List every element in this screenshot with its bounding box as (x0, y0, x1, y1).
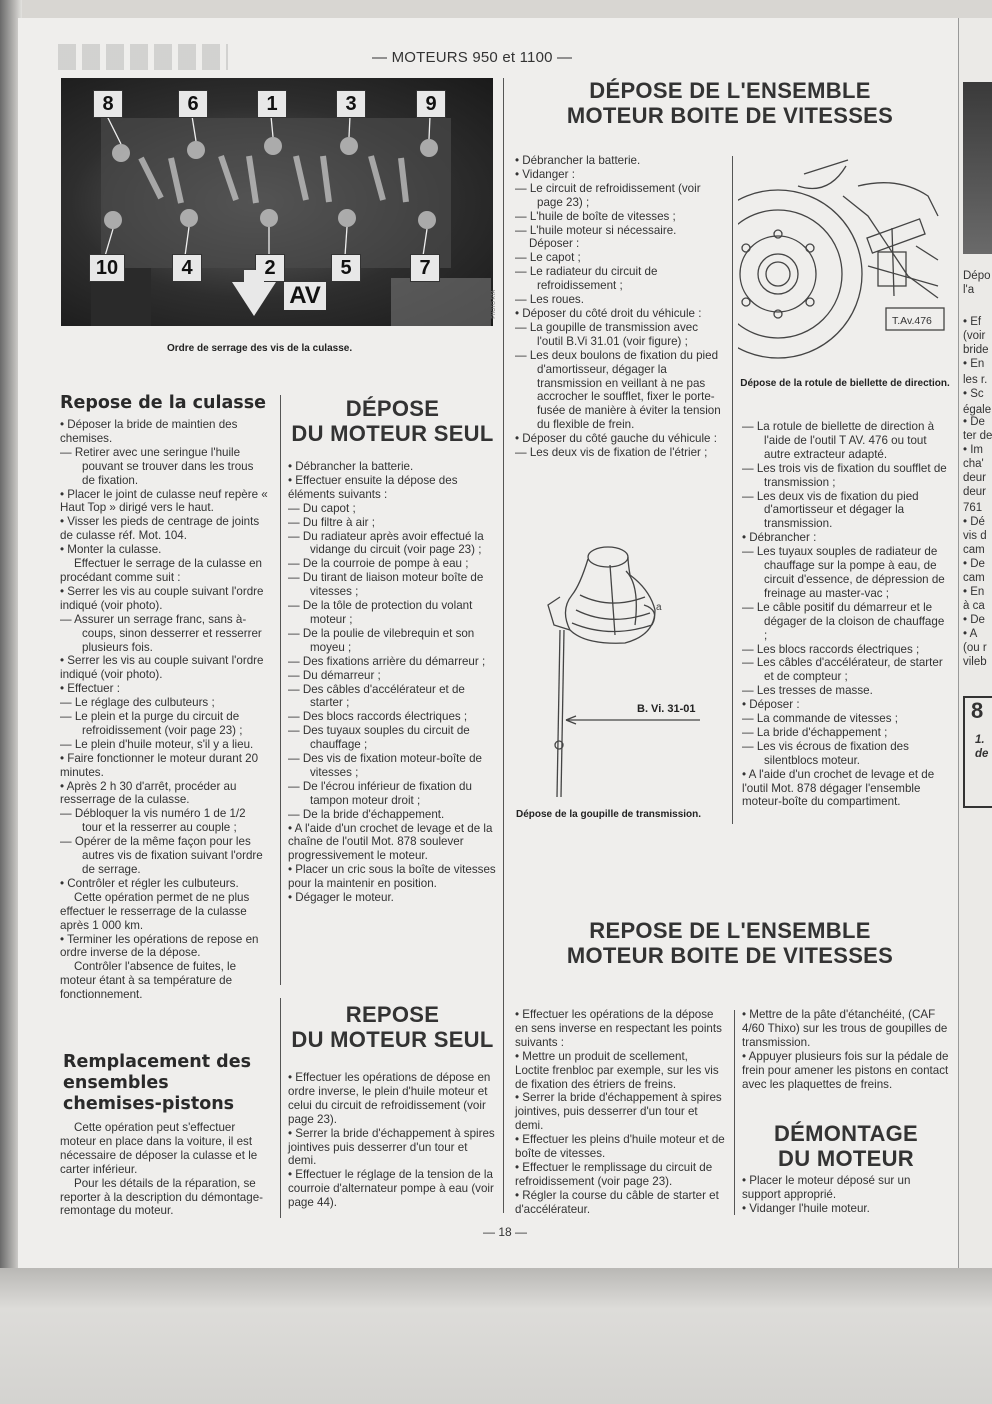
paragraph: — Le radiateur du circuit de refroidissement ; (515, 265, 658, 293)
tightening-label: 6 (178, 90, 208, 118)
paragraph: • A l'aide d'un crochet de levage et de l'outil Mot. 878 dégager l'ensemble moteur-boîte du compartiment. (742, 767, 935, 809)
paragraph: — Le plein et la purge du circuit de refroidissement (voir page 23) ; (60, 710, 243, 737)
title-line: REPOSE (345, 1002, 440, 1027)
paragraph: • Placer le moteur déposé sur un support approprié. (742, 1174, 911, 1201)
paragraph: — De la poulie de vilebrequin et son moyeu ; (288, 626, 475, 654)
paragraph: — Retirer avec une seringue l'huile pouvant se trouver dans les trous de fixation. (60, 445, 254, 487)
paragraph: • Dégager le moteur. (288, 891, 394, 905)
paragraph: — Les tresses de masse. (742, 684, 873, 698)
adjacent-page-fragment: cam (963, 544, 985, 556)
adjacent-page (958, 18, 992, 1268)
paragraph: — Du tirant de liaison moteur boîte de vitesses ; (288, 571, 484, 599)
figure-rotule (738, 156, 952, 378)
paragraph: — Des fixations arrière du démarreur ; (288, 654, 486, 668)
adjacent-page-fragment: (ou r (963, 642, 987, 654)
title-line: REPOSE DE L'ENSEMBLE (589, 918, 871, 943)
adjacent-page-fragment: cha' (963, 458, 984, 470)
adjacent-page-fragment: cam (963, 572, 985, 584)
paragraph: • Appuyer plusieurs fois sur la pédale de frein pour amener les pistons en contact avec les plaquettes de freins. (742, 1049, 949, 1091)
title-line: DU MOTEUR SEUL (291, 421, 494, 446)
title-line: DU MOTEUR SEUL (291, 1027, 494, 1052)
section-title-demontage (742, 1121, 950, 1171)
figure-caption-goupille: Dépose de la goupille de transmission. (516, 809, 702, 820)
repose-ensemble-text-cont (742, 1008, 952, 1091)
paragraph: • Débrancher la batterie. (288, 460, 414, 473)
paragraph: — Le capot ; (515, 251, 581, 265)
paragraph: • Débrancher : (742, 531, 817, 545)
paragraph: — Du radiateur après avoir effectué la vidange du circuit (voir page 23) ; (288, 529, 484, 557)
title-line: DÉPOSE (345, 396, 440, 421)
paragraph: • Placer un cric sous la boîte de vitesses pour la maintenir en position. (288, 863, 496, 891)
running-header: — MOTEURS 950 et 1100 — (372, 49, 573, 66)
tightening-label: 9 (416, 90, 446, 118)
paragraph: — Les vis écrous de fixation des silentblocs moteur. (742, 739, 909, 767)
paragraph: — Les deux boulons de fixation du pied d'amortisseur, dégager la transmission en veillant à ne pas accrocher le soufflet, fixer le porte-fusée de manière à éviter la tension du flexible de frein. (515, 348, 721, 432)
paragraph: • Contrôler et régler les culbuteurs. (60, 876, 239, 890)
paragraph: • Serrer la bride d'échappement à spires jointives puis desserrer d'un tour et demi. (288, 1126, 495, 1168)
paragraph: — Les tuyaux souples de radiateur de chauffage sur la pompe à eau, de circuit d'essence, de dépression de freinage au master-vac ; (742, 545, 945, 600)
paragraph: — Débloquer la vis numéro 1 de 1/2 tour et la resserrer au couple ; (60, 807, 246, 835)
paragraph: — Les deux vis de fixation du pied d'amortisseur et dégager la transmission. (742, 489, 919, 531)
paragraph: • Monter la culasse. (60, 543, 162, 557)
paragraph: • Débrancher la batterie. (515, 154, 641, 167)
tightening-label: 7 (410, 254, 440, 282)
title-line: DU MOTEUR (778, 1146, 914, 1171)
paragraph: — Le câble positif du démarreur et le dégager de la cloison de chauffage ; (742, 600, 945, 642)
title-line: DÉPOSE DE L'ENSEMBLE (589, 78, 871, 103)
depose-ensemble-text-cont (742, 420, 950, 809)
demontage-text (742, 1174, 952, 1216)
adjacent-page-fragment: vis d (963, 530, 987, 542)
paragraph: • Effectuer ensuite la dépose des éléments suivants : (288, 473, 458, 501)
adjacent-page-fragment: • En (963, 586, 985, 598)
paragraph: • Déposer : (742, 698, 800, 712)
paragraph: — Les deux vis de fixation de l'étrier ; (515, 446, 708, 460)
paragraph: • A l'aide d'un crochet de levage et de la chaîne de l'outil Mot. 878 soulever progressivement le moteur. (288, 821, 493, 863)
section-title-chemises-pistons: Remplacement des ensembles chemises-pistons (63, 1052, 251, 1114)
paragraph: — De la bride d'échappement. (288, 807, 445, 821)
paragraph: — Du capot ; (288, 501, 356, 515)
adjacent-page-fragment: Dépo (963, 270, 991, 282)
figure-label-bvi: B. Vi. 31-01 (637, 703, 696, 715)
paragraph: • Serrer la bride d'échappement à spires jointives, puis desserrer d'un tour et demi. (515, 1091, 722, 1133)
figure-goupille (540, 535, 730, 805)
adjacent-page-fragment: 8 (971, 698, 984, 723)
adjacent-page-fragment: égale (963, 404, 992, 416)
paragraph: • Mettre un produit de scellement, Loctite frenbloc par exemple, sur les vis de fixation des étriers de freins. (515, 1049, 719, 1091)
adjacent-photo (963, 82, 992, 254)
paragraph: • Serrer les vis au couple suivant l'ordre indiqué (voir photo). (60, 584, 264, 612)
title-line: MOTEUR BOITE DE VITESSES (566, 103, 894, 128)
paragraph: — Assurer un serrage franc, sans à-coups, sinon desserrer et resserrer plusieurs fois. (60, 612, 262, 654)
adjacent-page-fragment: 761 (963, 502, 983, 514)
paragraph: — L'huile moteur si nécessaire. (515, 223, 677, 237)
adjacent-page-fragment: (voir (963, 330, 986, 342)
paragraph: — Des vis de fixation moteur-boîte de vitesses ; (288, 752, 482, 779)
paragraph: — Le plein d'huile moteur, s'il y a lieu. (60, 737, 254, 751)
paragraph: Pour les détails de la réparation, se reporter à la description du démontage-remontage du moteur. (60, 1176, 264, 1218)
wheel-hub-drawing (738, 156, 952, 378)
paragraph: • Serrer les vis au couple suivant l'ordre indiqué (voir photo). (60, 654, 264, 682)
paragraph: • Déposer du côté gauche du véhicule : (515, 432, 717, 446)
adjacent-page-fragment: • En (963, 358, 985, 370)
adjacent-page-fragment: • De (963, 614, 985, 626)
photo-caption: Ordre de serrage des vis de la culasse. (167, 343, 353, 354)
paragraph: Effectuer le serrage de la culasse en procédant comme suit : (60, 557, 262, 584)
section-title-repose-moteur-seul (285, 1002, 500, 1052)
adjacent-page-fragment: • Sc (963, 388, 984, 400)
front-arrow-icon (232, 282, 276, 316)
paragraph: • Déposer du côté droit du véhicule : (515, 306, 702, 320)
paragraph: • Effectuer les opérations de la dépose en sens inverse en respectant les points suivants : (515, 1008, 722, 1049)
paragraph: Contrôler l'absence de fuites, le moteur étant à sa température de fonctionnement. (60, 960, 237, 1002)
page-number: — 18 — (483, 1225, 528, 1239)
section-title-repose-ensemble (510, 918, 950, 968)
column-rule (280, 998, 281, 1218)
paragraph: — La commande de vitesses ; (742, 712, 898, 726)
paragraph: • Effectuer le réglage de la tension de la courroie d'alternateur pompe à eau (voir page 44). (288, 1168, 494, 1210)
paragraph: • Effectuer le remplissage du circuit de refroidissement (voir page 23). (515, 1160, 713, 1188)
paragraph: Déposer : (529, 237, 580, 251)
page-bottom-edge (0, 1268, 992, 1404)
figure-caption-rotule: Dépose de la rotule de biellette de direction. (740, 378, 950, 389)
adjacent-page-fragment: • A (963, 628, 978, 640)
repose-culasse-text (60, 418, 268, 1002)
paragraph: — Opérer de la même façon pour les autres vis de fixation suivant l'ordre de serrage. (60, 835, 263, 876)
paragraph: — Des blocs raccords électriques ; (288, 710, 468, 724)
figure-label-tav: T.Av.476 (892, 315, 932, 327)
paragraph: • Régler la course du câble de starter et d'accélérateur. (515, 1188, 719, 1216)
tightening-label: 5 (331, 254, 361, 282)
paragraph: — La bride d'échappement ; (742, 725, 888, 739)
paragraph: — De l'écrou inférieur de fixation du tampon moteur droit ; (288, 779, 472, 807)
adjacent-page-fragment: à ca (963, 600, 985, 612)
section-title-depose-ensemble (510, 78, 950, 128)
paragraph: — Des tuyaux souples du circuit de chauffage ; (288, 724, 470, 752)
paragraph: • Mettre de la pâte d'étanchéité, (CAF 4/60 Thixo) sur les trous de goupilles de transmission. (742, 1008, 948, 1049)
section-title-depose-moteur-seul (285, 396, 500, 446)
depose-moteur-seul-text (288, 460, 496, 905)
chemises-pistons-text (60, 1121, 270, 1218)
front-label: AV (284, 282, 326, 310)
paragraph: — La goupille de transmission avec l'outil B.Vi 31.01 (voir figure) ; (515, 320, 699, 348)
photo-credit: PHOTO RTA (491, 290, 497, 319)
paragraph: — Les trois vis de fixation du soufflet de transmission ; (742, 461, 947, 489)
paragraph: — Les câbles d'accélérateur, de starter et de compteur ; (742, 656, 943, 684)
paragraph: • Placer le joint de culasse neuf repère « Haut Top » dirigé vers le haut. (60, 487, 268, 515)
drive-shaft-drawing (540, 535, 730, 805)
column-rule (503, 78, 504, 1213)
paragraph: • Vidanger l'huile moteur. (742, 1201, 870, 1215)
paragraph: • Effectuer les opérations de dépose en ordre inverse, le plein d'huile moteur et celui du circuit de refroidissement (voir page 23). (288, 1071, 491, 1126)
adjacent-page-fragment: les r. (963, 374, 988, 386)
paragraph: • Vidanger : (515, 167, 575, 181)
adjacent-page-fragment: l'a (963, 284, 975, 296)
adjacent-page-fragment: deur (963, 486, 987, 498)
paragraph: — L'huile de boîte de vitesses ; (515, 209, 676, 223)
title-line: DÉMONTAGE (773, 1121, 919, 1146)
paragraph: • Effectuer les pleins d'huile moteur et de boîte de vitesses. (515, 1133, 725, 1161)
paragraph: — Du filtre à air ; (288, 515, 375, 529)
paragraph: • Déposer la bride de maintien des chemises. (60, 418, 238, 445)
paragraph: • Après 2 h 30 d'arrêt, procéder au resserrage de la culasse. (60, 779, 237, 807)
bleed-through-logo (58, 44, 228, 70)
paragraph: — De la tôle de protection du volant moteur ; (288, 599, 473, 626)
paragraph: — Le réglage des culbuteurs ; (60, 696, 215, 710)
adjacent-page-fragment: de (975, 748, 989, 760)
adjacent-page-fragment: vileb (963, 656, 987, 668)
paragraph: — Du démarreur ; (288, 668, 381, 682)
tightening-label: 4 (172, 254, 202, 282)
paragraph: — Des câbles d'accélérateur et de starter ; (288, 682, 465, 710)
paragraph: — Les blocs raccords électriques ; (742, 642, 920, 656)
paragraph: Cette opération permet de ne plus effectuer le resserrage de la culasse après 1 000 km. (60, 890, 250, 932)
paragraph: • Effectuer : (60, 682, 120, 696)
tightening-label: 10 (89, 254, 125, 282)
adjacent-page-fragment: • De (963, 416, 985, 428)
depose-ensemble-text (515, 154, 722, 460)
paragraph: — De la courroie de pompe à eau ; (288, 557, 469, 571)
repose-ensemble-text (515, 1008, 725, 1217)
adjacent-page-fragment: 1. (975, 734, 985, 746)
adjacent-page-fragment: • Dé (963, 516, 985, 528)
repose-moteur-seul-text (288, 1071, 496, 1210)
column-rule (734, 1010, 735, 1215)
paragraph: Cette opération peut s'effectuer moteur en place dans la voiture, il est nécessaire de déposer la culasse et le carter inférieur. (60, 1121, 258, 1176)
tightening-label: 8 (93, 90, 123, 118)
paragraph: — Les roues. (515, 293, 584, 307)
paragraph: • Faire fonctionner le moteur durant 20 minutes. (60, 751, 259, 779)
svg-text:a: a (656, 602, 662, 613)
adjacent-page-fragment: bride (963, 344, 989, 356)
paragraph: • Visser les pieds de centrage de joints de culasse réf. Mot. 104. (60, 515, 260, 543)
title-line: MOTEUR BOITE DE VITESSES (566, 943, 894, 968)
adjacent-page-fragment: • Im (963, 444, 983, 456)
section-title-repose-culasse: Repose de la culasse (60, 393, 267, 413)
column-rule (280, 395, 281, 985)
paragraph: — Le circuit de refroidissement (voir page 23) ; (515, 181, 701, 209)
adjacent-page-fragment: deur (963, 472, 987, 484)
paragraph: — La rotule de biellette de direction à l'aide de l'outil T AV. 476 ou tout autre extracteur adapté. (742, 420, 935, 461)
adjacent-page-fragment: ter de (963, 430, 992, 442)
tightening-label: 3 (336, 90, 366, 118)
adjacent-page-fragment: • De (963, 558, 985, 570)
column-rule (732, 156, 733, 824)
adjacent-box (963, 696, 992, 808)
tightening-label: 1 (257, 90, 287, 118)
adjacent-page-fragment: • Ef (963, 316, 982, 328)
tightening-label: 2 (255, 254, 285, 282)
paragraph: • Terminer les opérations de repose en ordre inverse de la dépose. (60, 932, 259, 960)
